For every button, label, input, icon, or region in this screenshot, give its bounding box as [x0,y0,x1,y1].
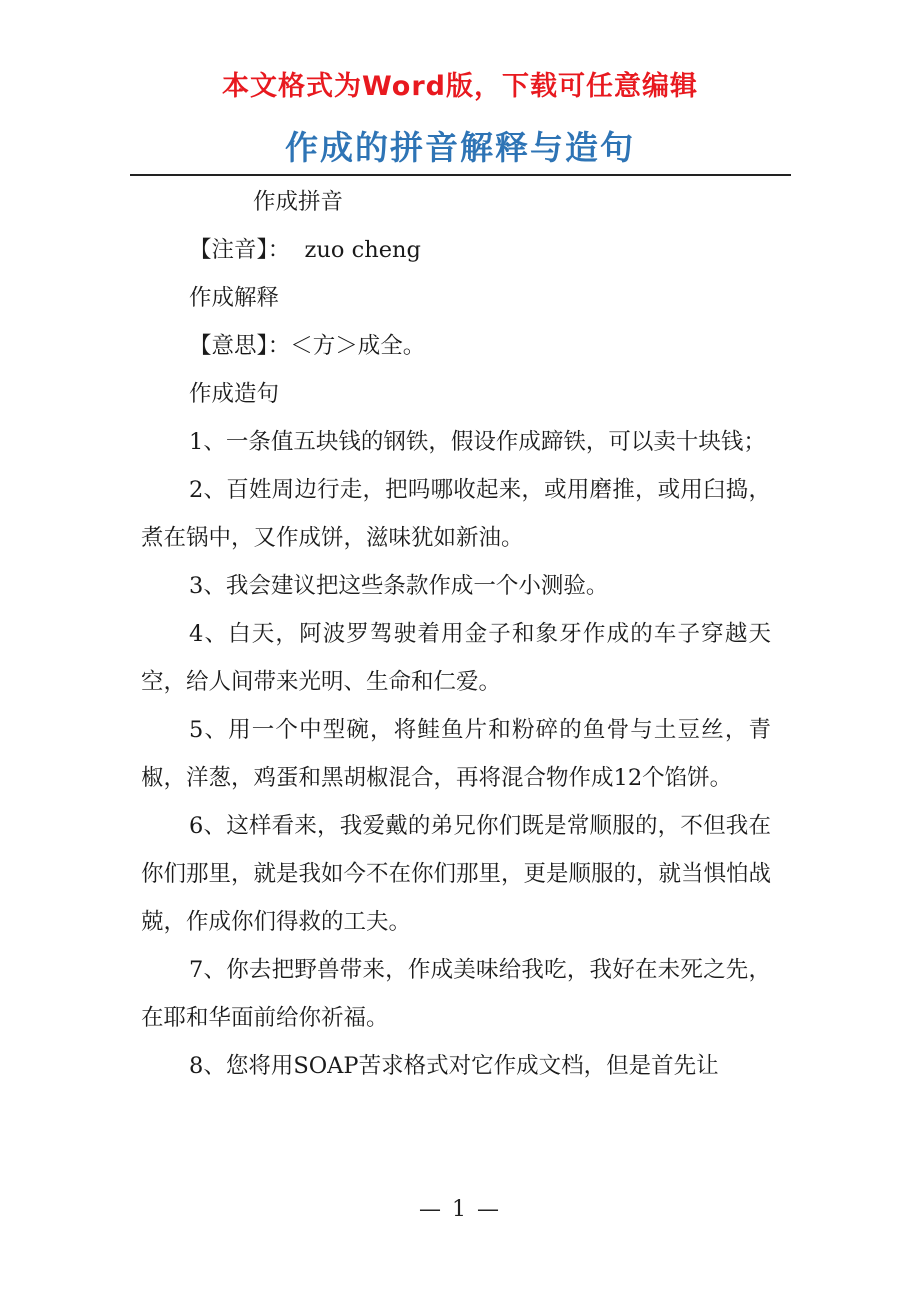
page-number: — 1 — [419,1197,501,1222]
example-sentence-6: 6、这样看来，我爱戴的弟兄你们既是常顺服的，不但我在你们那里，就是我如今不在你们那里，更是顺服的，就当惧怕战兢，作成你们得救的工夫。 [141,813,772,935]
meaning-heading: 作成解释 [189,285,280,311]
example-sentence-8: 8、您将用SOAP苦求格式对它作成文档，但是首先让 [189,1053,719,1079]
title-divider [130,174,791,176]
pinyin-heading: 作成拼音 [253,189,344,215]
page-title: 作成的拼音解释与造句 [285,128,635,167]
example-sentence-5: 5、用一个中型碗，将鲑鱼片和粉碎的鱼骨与土豆丝，青椒，洋葱，鸡蛋和黑胡椒混合，再将混合物作成12个馅饼。 [141,717,771,791]
example-sentence-2: 2、百姓周边行走，把吗哪收起来，或用磨推，或用臼捣，煮在锅中，又作成饼，滋味犹如新油。 [141,477,771,551]
example-sentence-7: 7、你去把野兽带来，作成美味给我吃，我好在未死之先，在耶和华面前给你祈福。 [141,957,771,1031]
document-body [141,178,771,1090]
pinyin-line: 【注音】： zuo cheng [189,237,421,263]
example-sentence-3: 3、我会建议把这些条款作成一个小测验。 [189,573,609,599]
examples-heading: 作成造句 [189,381,280,407]
example-sentence-1: 1、一条值五块钱的钢铁，假设作成蹄铁，可以卖十块钱； [189,429,766,455]
word-format-banner: 本文格式为Word版，下载可任意编辑 [221,71,698,102]
meaning-line: 【意思】：＜方＞成全。 [189,333,426,359]
example-sentence-4: 4、白天，阿波罗驾驶着用金子和象牙作成的车子穿越天空，给人间带来光明、生命和仁爱。 [141,621,771,695]
